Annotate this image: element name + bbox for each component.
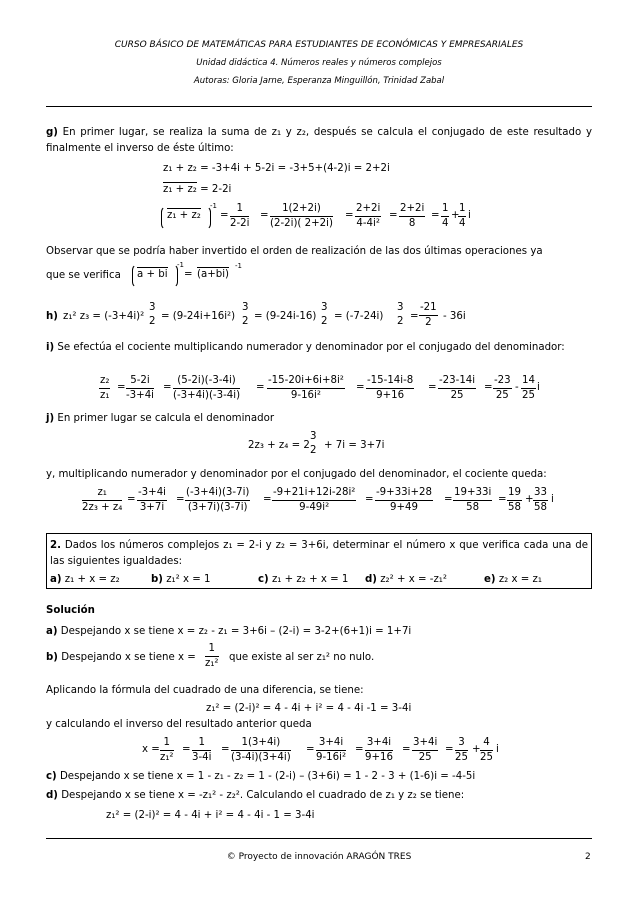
exercise-2-text: Dados los números complejos z₁ = 2-i y z₂ = 3+6i, determinar el número x que verifica cada una de las siguientes igualdades:	[50, 540, 588, 567]
j-frac-g: $\frac{33}{58}$	[534, 487, 547, 513]
j-tail: i	[551, 494, 554, 505]
g-frac-4: $\frac{2+2i}{8}$	[400, 203, 425, 229]
exercise-2-item-b: b) z₁² x = 1	[151, 574, 211, 585]
header-unit: Unidad didáctica 4. Números reales y números complejos	[196, 58, 442, 68]
i-minus: -	[515, 382, 519, 393]
i-tail: i	[537, 382, 540, 393]
g-conjugate-lhs: z₁ + z₂	[163, 184, 197, 195]
solution-d: d) Despejando x se tiene x = -z₁² - z₂². Calculando el cuadrado de z₁ y z₂ se tiene:	[46, 790, 465, 801]
j-frac-a2: $\frac{-3+4i}{3+7i}$	[138, 487, 167, 513]
sol-x-frac-8: $\frac{4}{25}$	[480, 737, 493, 763]
h-mid-3: = (-7-24i)	[334, 311, 384, 322]
g-eq-sign-1: =	[220, 210, 229, 221]
footer-rule	[46, 838, 592, 839]
j-denominator-eq-b: + 7i = 3+7i	[324, 440, 385, 451]
j-eq-2: =	[176, 494, 185, 505]
solution-p2: y calculando el inverso del resultado anterior queda	[46, 719, 312, 730]
g-note-2: que se verifica	[46, 270, 121, 281]
solution-a: a) Despejando x se tiene x = z₂ - z₁ = 3+6i – (2-i) = 3-2+(6+1)i = 1+7i	[46, 626, 412, 637]
g-eq-sign-2: =	[260, 210, 269, 221]
g-note: Observar que se podría haber invertido el orden de realización de las dos últimas operaciones ya	[46, 246, 543, 257]
g-plus: +	[451, 210, 460, 221]
solution-b-frac: $\frac{1}{\text{z₁²}}$	[205, 643, 219, 669]
g-frac-6: $\frac{1}{4}$	[459, 203, 466, 229]
solution-last: z₁² = (2-i)² = 4 - 4i + i² = 4 - 4i - 1 = 3-4i	[106, 810, 315, 821]
i-eq-2: =	[163, 382, 172, 393]
exercise-2-number: 2.	[50, 540, 61, 551]
sol-x-frac-4: $\frac{3+4i}{\text{9-16i²}}$	[316, 737, 347, 763]
g-eq-sign-3: =	[345, 210, 354, 221]
solution-square: z₁² = (2-i)² = 4 - 4i + i² = 4 - 4i -1 = 3-4i	[206, 703, 412, 714]
h-frac-e: $\frac{-21}{2}$	[420, 302, 437, 328]
sol-x-plus: +	[472, 744, 481, 755]
h-eq: =	[410, 311, 419, 322]
i-eq-3: =	[256, 382, 265, 393]
sol-x-frac-2: $\frac{1}{3-4i}$	[192, 737, 212, 763]
part-g-body: En primer lugar, se realiza la suma de z₁ y z₂, después se calcula el conjugado de este resultado y finalmente el inverso de éste último:	[46, 127, 592, 154]
h-frac-d: 3 2	[397, 302, 404, 327]
j-eq-5: =	[444, 494, 453, 505]
part-j-text	[46, 413, 274, 424]
j-frac-c: $\frac{\text{-9+21i+12i-28i²}}{\text{9-49i²}}$	[273, 487, 356, 513]
page-number: 2	[585, 852, 591, 862]
sol-x-eq-2: =	[221, 744, 230, 755]
i-eq-1: =	[117, 382, 126, 393]
j-frac-f: $\frac{19}{58}$	[508, 487, 521, 513]
footer-text: © Proyecto de innovación ARAGÓN TRES	[226, 852, 412, 862]
g-inverse-exp: -1	[210, 202, 217, 210]
header-rule	[46, 106, 592, 107]
g-conjugate-rhs: = 2-2i	[200, 184, 232, 195]
h-frac-a: 3 2	[149, 302, 156, 327]
g-sum-equation: z₁ + z₂ = -3+4i + 5-2i = -3+5+(4-2)i = 2+2i	[163, 163, 390, 174]
j-eq-6: =	[498, 494, 507, 505]
i-eq-6: =	[484, 382, 493, 393]
sol-x-eq-1: =	[182, 744, 191, 755]
h-frac-c: 3 2	[321, 302, 328, 327]
part-g-text	[46, 125, 592, 157]
i-eq-4: =	[356, 382, 365, 393]
i-frac-q: $\frac{\text{z₂}}{\text{z₁}}$	[100, 375, 110, 401]
i-frac-c: $\frac{\text{-15-20i+6i+8i²}}{\text{9-16i²}}$	[268, 375, 344, 401]
i-frac-g: $\frac{14}{25}$	[522, 375, 535, 401]
sol-x-frac-5: $\frac{3+4i}{9+16}$	[365, 737, 393, 763]
j-frac-a: 3 2	[310, 431, 317, 456]
sol-x-frac-7: $\frac{3}{25}$	[455, 737, 468, 763]
part-g-label: g)	[46, 127, 58, 138]
g-verify-rhs	[197, 269, 229, 280]
solution-b-tail: que existe al ser z₁² no nulo.	[229, 652, 375, 663]
g-inverse-lhs	[167, 210, 201, 221]
part-j-label: j)	[46, 413, 55, 424]
j-eq-4: =	[365, 494, 374, 505]
g-verify-exp: -1	[177, 261, 184, 269]
g-verify-rhs-text: (a+bi)	[197, 269, 230, 280]
i-frac-b: $\frac{(5-2i)(-3-4i)}{(-3+4i)(-3-4i)}$	[173, 375, 241, 401]
j-frac-q: $\frac{\text{z₁}}{\text{2z₃ + z₄}}$	[82, 487, 123, 513]
part-h-label-text: h)	[46, 311, 58, 322]
g-frac-1: $\frac{1}{2-2i}$	[230, 203, 250, 229]
h-start: z₁² z₃ = (-3+4i)²	[63, 311, 145, 322]
sol-x-frac-6: $\frac{3+4i}{25}$	[413, 737, 438, 763]
sol-x-eq-6: =	[445, 744, 454, 755]
part-i-text	[46, 340, 592, 356]
h-frac-b: 3 2	[242, 302, 249, 327]
j-plus: +	[525, 494, 534, 505]
exercise-2-item-a: a) z₁ + x = z₂	[50, 574, 120, 585]
i-frac-e: $\frac{-23-14i}{25}$	[439, 375, 476, 401]
header-authors: Autoras: Gloria Jarne, Esperanza Minguillón, Trinidad Zabal	[193, 76, 445, 86]
i-frac-f: $\frac{-23}{25}$	[494, 375, 511, 401]
part-i-label: i)	[46, 342, 55, 353]
g-eq-sign-5: =	[431, 210, 440, 221]
sol-x-eq-3: =	[306, 744, 315, 755]
j-eq-1: =	[127, 494, 136, 505]
g-frac-3: $\frac{2+2i}{\text{4-4i²}}$	[356, 203, 381, 229]
exercise-2-item-d: d) z₂² + x = -z₁²	[365, 574, 447, 585]
h-mid-1: = (9-24i+16i²)	[161, 311, 236, 322]
solution-c: c) Despejando x se tiene x = 1 - z₁ - z₂ = 1 - (2-i) – (3+6i) = 1 - 2 - 3 + (1-6)i = -4-5i	[46, 771, 476, 782]
exercise-2-item-e: e) z₂ x = z₁	[484, 574, 542, 585]
j-eq-3: =	[263, 494, 272, 505]
g-verify-rhs-exp: -1	[235, 262, 242, 270]
g-verify-eq: =	[184, 269, 193, 280]
sol-x-frac-3: $\frac{1(3+4i)}{(3-4i)(3+4i)}$	[231, 737, 291, 763]
h-end: - 36i	[443, 311, 466, 322]
i-frac-d: $\frac{-15-14i-8}{9+16}$	[367, 375, 414, 401]
j-frac-b: $\frac{(-3+4i)(3-7i)}{(3+7i)(3-7i)}$	[186, 487, 250, 513]
j-frac-d: $\frac{-9+33i+28}{9+49}$	[376, 487, 432, 513]
sol-x-eq-5: =	[402, 744, 411, 755]
sol-x-frac-1: $\frac{1}{\text{z₁²}}$	[160, 737, 174, 763]
sol-x-tail: i	[496, 744, 499, 755]
exercise-2-statement	[50, 538, 588, 570]
g-verify-lhs-text: a + bi	[137, 269, 168, 280]
solution-p1: Aplicando la fórmula del cuadrado de una diferencia, se tiene:	[46, 685, 364, 696]
i-eq-5: =	[428, 382, 437, 393]
g-frac-5: $\frac{1}{4}$	[442, 203, 449, 229]
h-mid-2: = (9-24i-16)	[254, 311, 317, 322]
solution-title: Solución	[46, 605, 95, 616]
part-h-label	[46, 311, 58, 322]
g-verify-lhs	[137, 269, 168, 280]
j-text-2: y, multiplicando numerador y denominador por el conjugado del denominador, el cociente queda:	[46, 469, 547, 480]
g-frac-2: $\frac{1(2+2i)}{(2-2i)( 2+2i)}$	[270, 203, 333, 229]
i-frac-a: $\frac{5-2i}{-3+4i}$	[126, 375, 155, 401]
part-j-body: En primer lugar se calcula el denominador	[57, 413, 275, 424]
exercise-2-item-c: c) z₁ + z₂ + x = 1	[258, 574, 349, 585]
g-eq-sign-4: =	[389, 210, 398, 221]
j-denominator-eq-a: 2z₃ + z₄ = 2	[248, 440, 310, 451]
sol-x-eq-4: =	[355, 744, 364, 755]
solution-x-eq: x =	[142, 744, 160, 755]
g-conjugate-equation	[163, 184, 231, 195]
g-inverse-lhs-text: z₁ + z₂	[167, 210, 201, 221]
header-course-title: CURSO BÁSICO DE MATEMÁTICAS PARA ESTUDIANTES DE ECONÓMICAS Y EMPRESARIALES	[114, 40, 524, 50]
g-tail: i	[468, 210, 471, 221]
solution-b: b) Despejando x se tiene x =	[46, 652, 196, 663]
j-frac-e: $\frac{19+33i}{58}$	[454, 487, 492, 513]
part-i-body: Se efectúa el cociente multiplicando numerador y denominador por el conjugado del denominador:	[57, 342, 565, 353]
